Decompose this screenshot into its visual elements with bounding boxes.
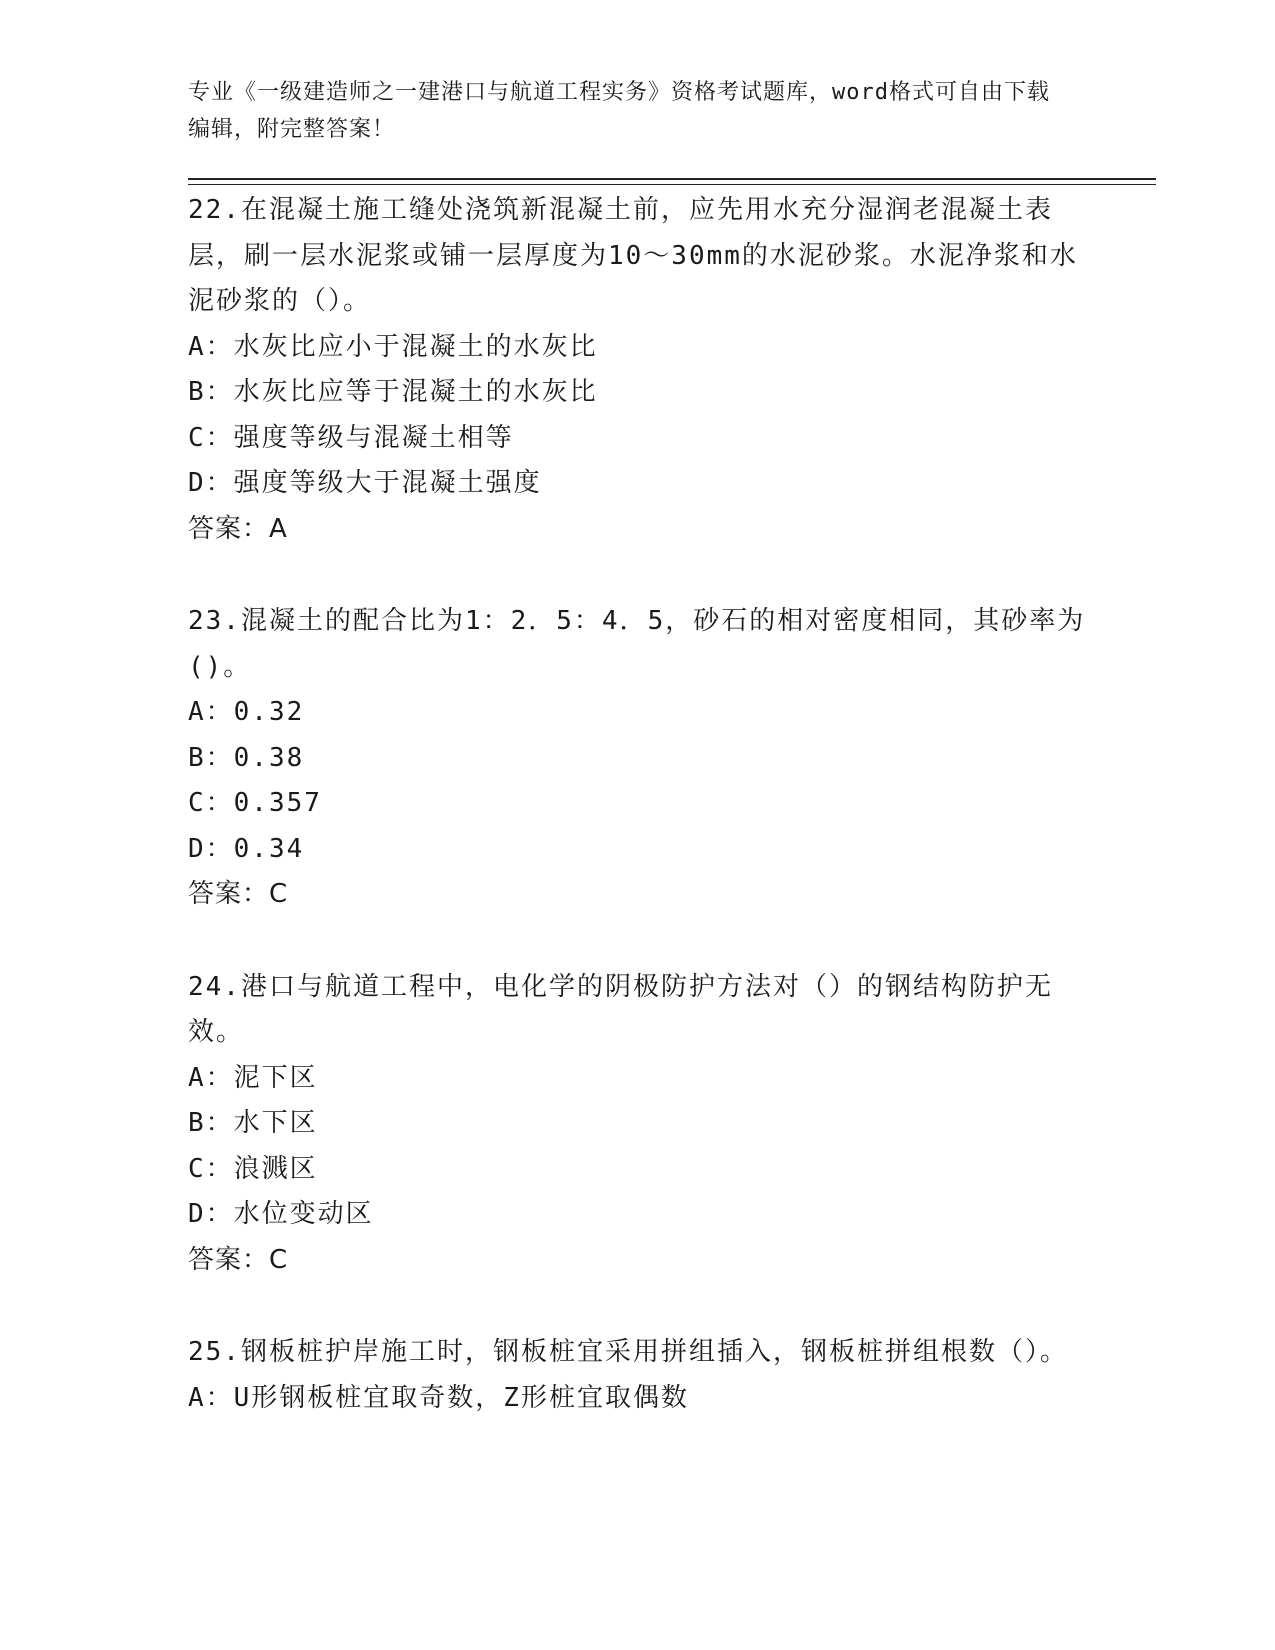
option-b: B：水下区 <box>188 1108 318 1138</box>
option-d: D：水位变动区 <box>188 1199 374 1229</box>
option-a: A：U形钢板桩宜取奇数，Z形桩宜取偶数 <box>188 1382 689 1413</box>
question-text: 25.钢板桩护岸施工时，钢板桩宜采用拼组插入，钢板桩拼组根数（）。 <box>188 1337 1068 1367</box>
option-c: C：浪溅区 <box>188 1153 318 1184</box>
option-a: A：0.32 <box>188 697 305 727</box>
option-a: A：泥下区 <box>188 1062 318 1093</box>
option-d: D：强度等级大于混凝土强度 <box>188 468 542 498</box>
question-text: 22.在混凝土施工缝处浇筑新混凝土前，应先用水充分湿润老混凝土表层，刷一层水泥浆或铺一层厚度为10～30mm的水泥砂浆。水泥净浆和水泥砂浆的（）。 <box>188 195 1078 316</box>
answer-label: 答案：A <box>188 513 288 544</box>
question-25 <box>188 1330 1088 1421</box>
question-text: 23.混凝土的配合比为1：2．5：4．5，砂石的相对密度相同，其砂率为()。 <box>188 606 1086 682</box>
answer-label: 答案：C <box>188 1244 289 1275</box>
question-22 <box>188 188 1088 552</box>
option-b: B：0.38 <box>188 742 305 773</box>
option-c: C：0.357 <box>188 788 322 818</box>
header-divider-thick <box>188 178 1156 180</box>
question-list <box>188 188 1088 1421</box>
option-b: B：水灰比应等于混凝土的水灰比 <box>188 377 598 407</box>
question-text: 24.港口与航道工程中，电化学的阴极防护方法对（）的钢结构防护无效。 <box>188 971 1053 1047</box>
header-divider-thin <box>188 184 1156 185</box>
document-header: 专业《一级建造师之一建港口与航道工程实务》资格考试题库，word格式可自由下载编辑，附完整答案！ <box>188 80 1050 142</box>
option-c: C：强度等级与混凝土相等 <box>188 422 514 453</box>
answer-label: 答案：C <box>188 879 289 909</box>
option-d: D：0.34 <box>188 833 305 864</box>
option-a: A：水灰比应小于混凝土的水灰比 <box>188 331 598 362</box>
question-23 <box>188 599 1088 918</box>
question-24 <box>188 965 1088 1284</box>
